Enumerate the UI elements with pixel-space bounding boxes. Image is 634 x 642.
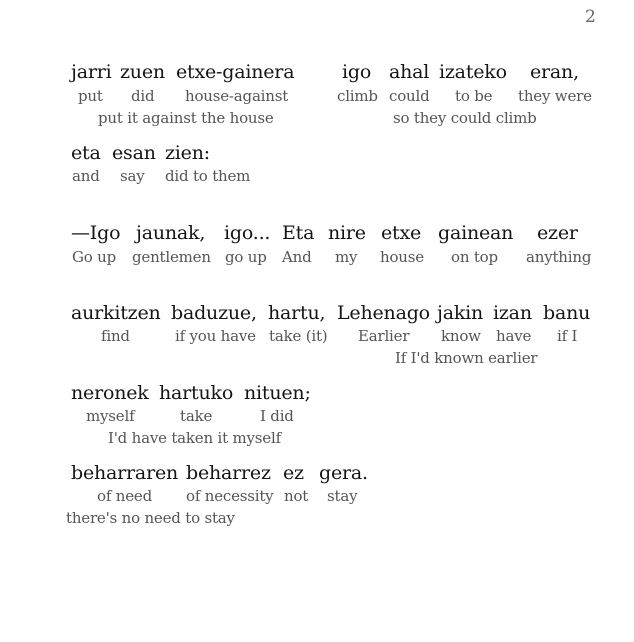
gloss-word: of necessity — [186, 487, 274, 505]
source-word: baduzue, — [171, 302, 257, 324]
source-word: ezer — [537, 222, 578, 244]
gloss-word: if I — [557, 327, 578, 345]
source-word: nituen; — [244, 382, 311, 404]
gloss-word: I did — [260, 407, 294, 425]
source-word: eran, — [530, 61, 579, 83]
source-word: gainean — [438, 222, 514, 244]
source-word: hartu, — [268, 302, 326, 324]
gloss-word: say — [120, 167, 145, 185]
source-word: ez — [283, 462, 304, 484]
gloss-word: go up — [225, 248, 267, 266]
gloss-word: not — [284, 487, 309, 505]
source-word: zuen — [120, 61, 165, 83]
source-word: —Igo — [71, 222, 121, 244]
gloss-word: take (it) — [269, 327, 328, 345]
source-word: zien: — [165, 142, 210, 164]
gloss-word: could — [389, 87, 430, 105]
gloss-word: of need — [97, 487, 152, 505]
source-word: Lehenago — [337, 302, 430, 324]
gloss-word: if you have — [175, 327, 256, 345]
gloss-word: gentlemen — [132, 248, 211, 266]
free-translation: If I'd known earlier — [395, 349, 538, 367]
free-translation: there's no need to stay — [66, 509, 235, 527]
free-translation: I'd have taken it myself — [108, 429, 281, 447]
source-word: etxe — [381, 222, 422, 244]
source-word: igo — [342, 61, 372, 83]
source-word: banu — [543, 302, 591, 324]
gloss-word: Earlier — [358, 327, 410, 345]
gloss-word: my — [335, 248, 358, 266]
source-word: aurkitzen — [71, 302, 161, 324]
gloss-word: to be — [455, 87, 493, 105]
source-word: esan — [112, 142, 156, 164]
source-word: nire — [328, 222, 366, 244]
free-translation: put it against the house — [98, 109, 274, 127]
gloss-word: put — [78, 87, 103, 105]
source-word: eta — [71, 142, 101, 164]
gloss-word: Go up — [72, 248, 117, 266]
gloss-word: they were — [518, 87, 592, 105]
gloss-word: myself — [86, 407, 135, 425]
source-word: etxe-gainera — [176, 61, 295, 83]
free-translation: so they could climb — [393, 109, 537, 127]
source-word: gera. — [319, 462, 368, 484]
gloss-word: did — [131, 87, 155, 105]
gloss-word: house — [380, 248, 424, 266]
source-word: igo... — [224, 222, 271, 244]
gloss-word: house-against — [185, 87, 289, 105]
source-word: beharrez — [186, 462, 271, 484]
gloss-word: find — [101, 327, 130, 345]
gloss-word: And — [282, 248, 312, 266]
gloss-word: did to them — [165, 167, 251, 185]
page-number: 2 — [585, 7, 596, 27]
source-word: izan — [493, 302, 532, 324]
gloss-word: anything — [526, 248, 592, 266]
source-word: jarri — [71, 61, 112, 83]
gloss-word: take — [180, 407, 213, 425]
source-word: Eta — [282, 222, 315, 244]
source-word: jakin — [437, 302, 484, 324]
source-word: izateko — [439, 61, 507, 83]
gloss-word: stay — [327, 487, 358, 505]
source-word: jaunak, — [136, 222, 206, 244]
source-word: beharraren — [71, 462, 179, 484]
gloss-word: on top — [451, 248, 498, 266]
gloss-word: know — [441, 327, 481, 345]
source-word: neronek — [71, 382, 149, 404]
gloss-word: and — [72, 167, 100, 185]
source-word: ahal — [389, 61, 430, 83]
gloss-word: have — [496, 327, 532, 345]
source-word: hartuko — [159, 382, 234, 404]
gloss-word: climb — [337, 87, 378, 105]
